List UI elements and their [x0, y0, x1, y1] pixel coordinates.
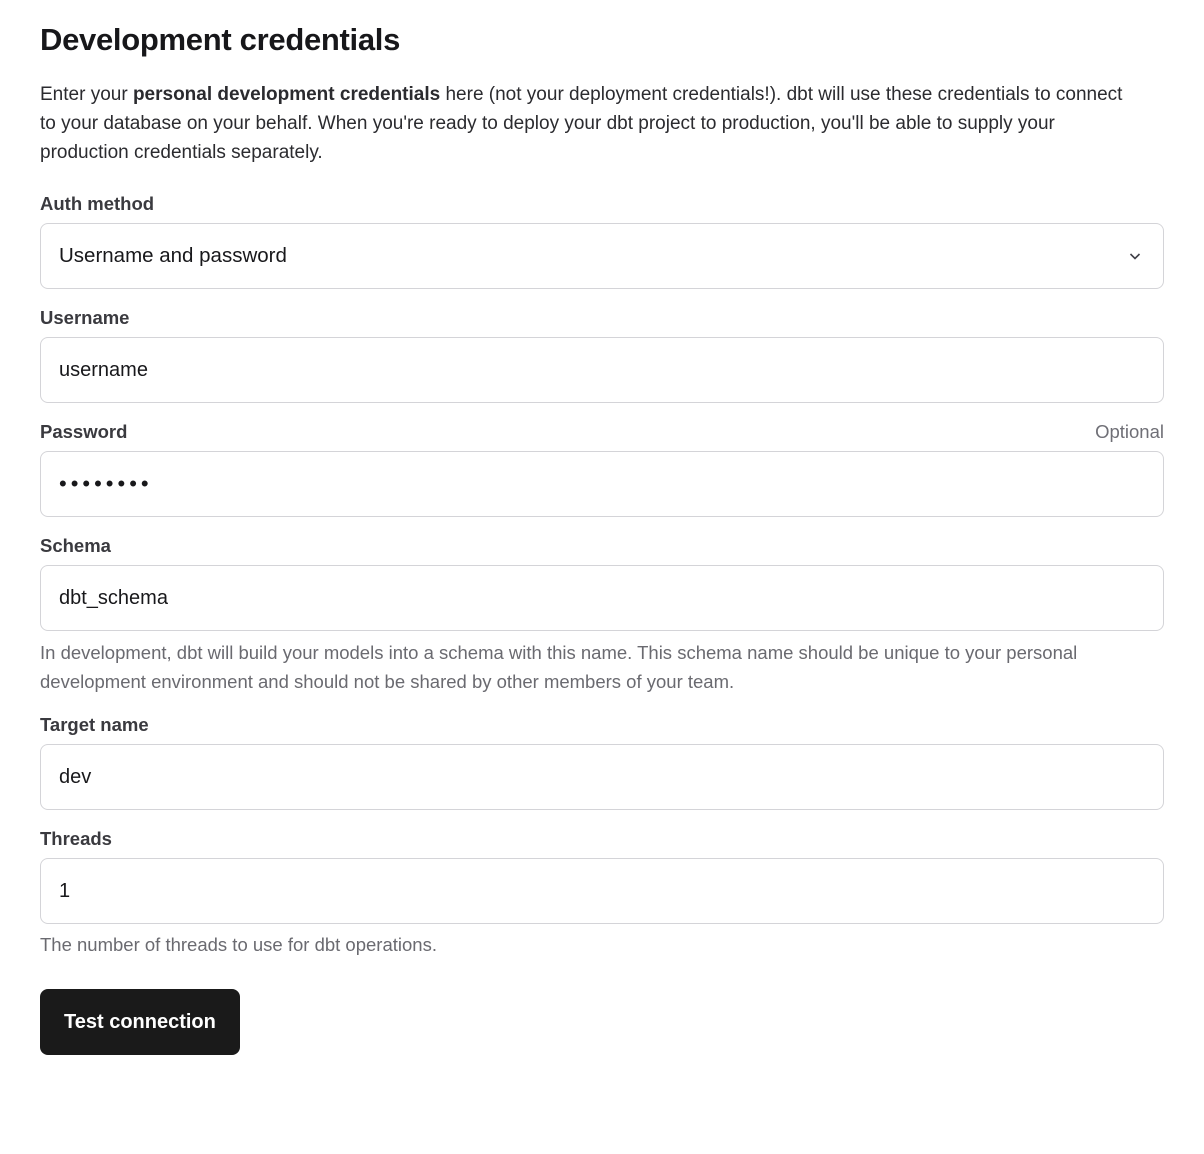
intro-paragraph [40, 80, 1140, 167]
target-name-value: dev [59, 765, 92, 788]
threads-input[interactable] [40, 858, 1164, 924]
password-label-row [40, 421, 1164, 443]
auth-method-field [40, 193, 1164, 289]
target-name-field [40, 714, 1164, 810]
schema-label-row [40, 535, 1164, 557]
auth-method-label-row [40, 193, 1164, 215]
schema-value: dbt_schema [59, 586, 168, 609]
chevron-down-icon [1127, 248, 1143, 264]
threads-label-row [40, 828, 1164, 850]
intro-suffix: here (not your deployment credentials!). dbt will use these credentials to connect to your database on your behalf. When you're ready to deploy your dbt project to production, you'll be able to supply your production credentials separately. [40, 84, 1123, 163]
threads-label: Threads [40, 828, 112, 849]
password-input[interactable] [40, 451, 1164, 517]
page-title: Development credentials [40, 22, 401, 57]
password-optional-badge: Optional [1095, 421, 1164, 442]
username-value: username [59, 358, 148, 381]
password-field [40, 421, 1164, 517]
password-label: Password [40, 421, 128, 442]
intro-prefix: Enter your [40, 84, 133, 105]
auth-method-value: Username and password [59, 244, 287, 267]
target-name-label-row [40, 714, 1164, 736]
password-value: •••••••• [59, 471, 153, 496]
intro-emphasis: personal development credentials [132, 84, 441, 105]
threads-helper-text: The number of threads to use for dbt operations. [40, 934, 437, 955]
auth-method-select[interactable] [40, 223, 1164, 289]
threads-value: 1 [59, 879, 71, 902]
auth-method-label: Auth method [40, 193, 155, 214]
schema-label: Schema [40, 535, 111, 556]
username-label: Username [40, 307, 130, 328]
threads-field [40, 828, 1164, 959]
target-name-input[interactable] [40, 744, 1164, 810]
schema-field [40, 535, 1164, 696]
target-name-label: Target name [40, 714, 149, 735]
test-connection-button[interactable]: Test connection [40, 989, 240, 1055]
schema-input[interactable] [40, 565, 1164, 631]
schema-helper-text: In development, dbt will build your models into a schema with this name. This schema name should be unique to your personal development environment and should not be shared by other members of your team. [40, 642, 1078, 692]
username-input[interactable] [40, 337, 1164, 403]
username-field [40, 307, 1164, 403]
username-label-row [40, 307, 1164, 329]
